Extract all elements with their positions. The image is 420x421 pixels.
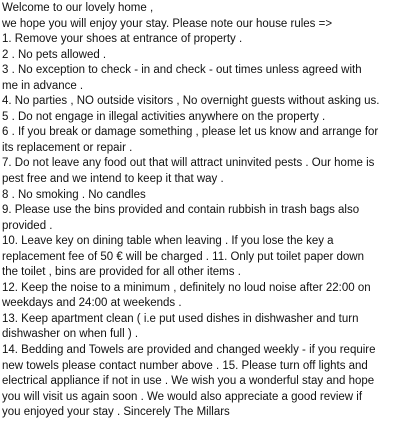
text-line: 7. Do not leave any food out that will attract uninvited pests . Our home is — [2, 157, 375, 170]
text-line: pest free and we intend to keep it that way . — [2, 173, 224, 186]
text-line: the toilet , bins are provided for all other items . — [2, 266, 241, 279]
text-line: you enjoyed your stay . Sincerely The Millars — [2, 406, 230, 419]
text-line: 1. Remove your shoes at entrance of property . — [2, 33, 243, 46]
text-line: weekdays and 24:00 at weekends . — [2, 297, 182, 310]
text-line: 4. No parties , NO outside visitors , No overnight guests without asking us. — [2, 95, 380, 108]
text-line: Welcome to our lovely home , — [2, 2, 154, 14]
text-line: we hope you will enjoy your stay. Please note our house rules => — [2, 17, 333, 30]
text-line: replacement fee of 50 € will be charged . 11. Only put toilet paper down — [2, 250, 364, 263]
text-line: me in advance . — [2, 79, 84, 92]
text-line: 13. Keep apartment clean ( i.e put used dishes in dishwasher and turn — [2, 312, 359, 325]
text-line: new towels please contact number above . 15. Please turn off lights and — [2, 359, 368, 372]
text-line: electrical appliance if not in use . We wish you a wonderful stay and hope — [2, 375, 375, 388]
text-line: its replacement or repair . — [2, 141, 133, 154]
text-line: 3 . No exception to check - in and check - out times unless agreed with — [2, 64, 362, 77]
text-line: 8 . No smoking . No candles — [2, 188, 146, 201]
text-line: 5 . Do not engage in illegal activities anywhere on the property . — [2, 110, 326, 123]
text-line: 14. Bedding and Towels are provided and changed weekly - if you require — [2, 344, 376, 357]
text-line: 9. Please use the bins provided and contain rubbish in trash bags also — [2, 204, 360, 217]
house-rules-document — [2, 1, 418, 421]
text-line: 6 . If you break or damage something , please let us know and arrange for — [2, 126, 379, 139]
text-line: 12. Keep the noise to a minimum , definitely no loud noise after 22:00 on — [2, 281, 371, 294]
text-line: 2 . No pets allowed . — [2, 48, 107, 61]
text-line: provided . — [2, 219, 53, 232]
text-line: you will visit us again soon . We would also appreciate a good review if — [2, 390, 363, 403]
text-line: dishwasher on when full ) . — [2, 328, 139, 341]
text-line: 10. Leave key on dining table when leaving . If you lose the key a — [2, 235, 334, 248]
